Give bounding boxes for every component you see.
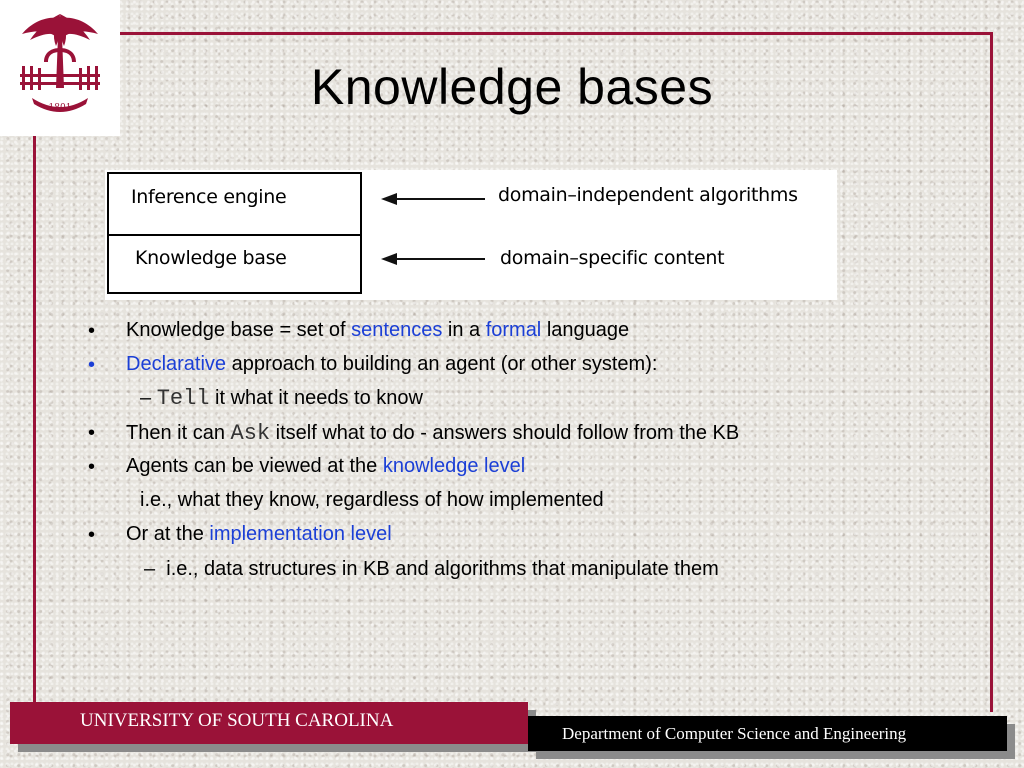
bullet-icon: •	[88, 422, 96, 444]
bullet-item: Or at the implementation level	[126, 523, 392, 545]
arrow-left-icon	[395, 198, 485, 200]
bullet-icon: •	[88, 354, 96, 376]
stack-divider	[109, 234, 360, 236]
inference-engine-label: Inference engine	[131, 186, 287, 208]
page-title: Knowledge bases	[310, 59, 714, 115]
domain-specific-label: domain–specific content	[500, 247, 725, 269]
bullet-item: Declarative approach to building an agent (or other system):	[126, 353, 658, 375]
footer-university-bar	[10, 702, 528, 744]
seal-year: 1801	[48, 103, 72, 113]
knowledge-base-label: Knowledge base	[135, 247, 287, 269]
bullet-icon: •	[88, 456, 96, 478]
bullet-item: Then it can Ask itself what to do - answers should follow from the KB	[126, 421, 740, 446]
department-name: Department of Computer Science and Engineering	[562, 724, 907, 743]
footer-department-bar	[528, 716, 1007, 751]
bullet-continuation: i.e., what they know, regardless of how implemented	[140, 489, 604, 511]
slide-frame-top	[120, 32, 993, 35]
domain-independent-label: domain–independent algorithms	[498, 184, 798, 206]
sub-bullet-item: – Tell it what it needs to know	[140, 386, 423, 411]
slide-frame-left	[33, 136, 36, 702]
arrow-left-icon	[395, 258, 485, 260]
slide-frame-right	[990, 32, 993, 712]
university-name: UNIVERSITY OF SOUTH CAROLINA	[80, 710, 394, 731]
kb-architecture-diagram	[105, 170, 837, 300]
bullet-icon: •	[88, 320, 96, 342]
bullet-item: Agents can be viewed at the knowledge level	[126, 455, 526, 477]
sub-bullet-item: – i.e., data structures in KB and algorithms that manipulate them	[144, 558, 719, 580]
bullet-icon: •	[88, 524, 96, 546]
bullet-item: Knowledge base = set of sentences in a formal language	[126, 319, 630, 341]
